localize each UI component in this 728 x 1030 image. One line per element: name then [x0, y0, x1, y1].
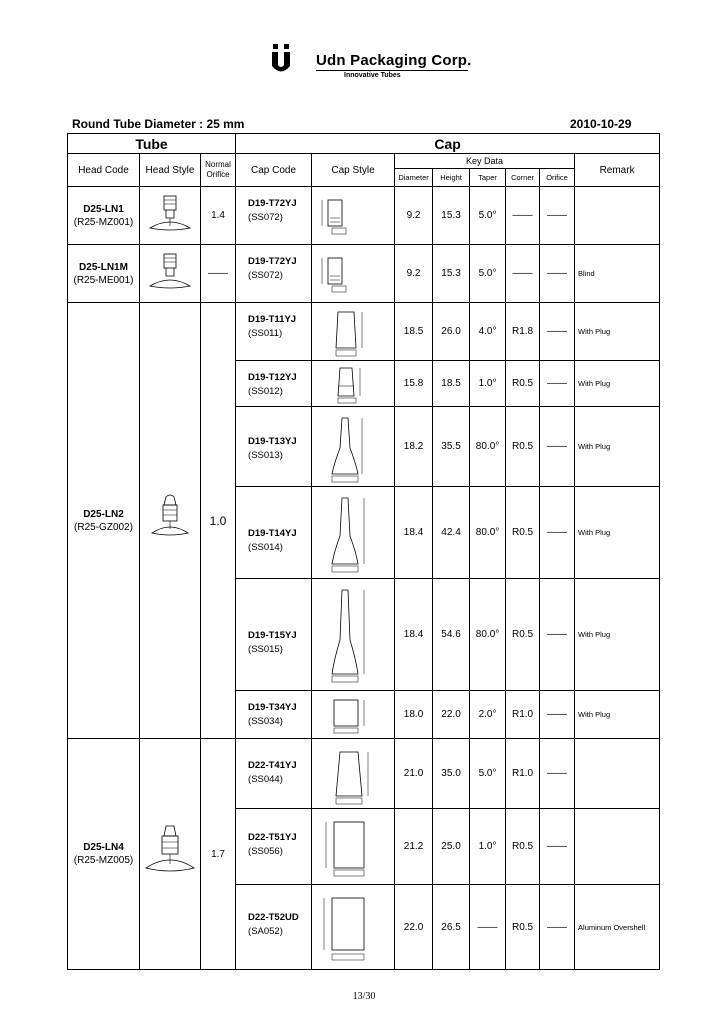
cap-code-cell [236, 739, 312, 809]
cap-code-alt: (SS013) [248, 450, 283, 461]
cap-height: 42.4 [433, 487, 470, 579]
cap-corner: R0.5 [506, 579, 540, 691]
head-code-alt: (R25-MZ005) [73, 855, 134, 866]
cap-remark: With Plug [575, 407, 660, 487]
nozzle-head-icon [140, 491, 200, 551]
head-style-drawing [140, 739, 201, 970]
cap-corner: —— [506, 245, 540, 303]
cap-code: D19-T13YJ [248, 436, 297, 447]
cap-height: 26.5 [433, 885, 470, 970]
cap-small-icon [312, 188, 394, 244]
document-title: Round Tube Diameter : 25 mm [72, 117, 245, 131]
cap-taper: 80.0° [470, 487, 506, 579]
col-head-code: Head Code [68, 154, 140, 187]
section-tube: Tube [68, 134, 236, 154]
cap-code: D22-T52UD [248, 912, 299, 923]
cap-taper: 5.0° [470, 739, 506, 809]
cap-overshell-icon [312, 886, 394, 968]
cap-code: D19-T34YJ [248, 702, 297, 713]
head-code-cell [68, 303, 140, 739]
head-code-cell [68, 187, 140, 245]
kd-corner: Corner [506, 169, 540, 187]
cap-code-cell [236, 885, 312, 970]
cap-code-alt: (SS044) [248, 774, 283, 785]
cap-diameter: 18.4 [395, 579, 433, 691]
col-orifice [201, 154, 236, 187]
cap-style-drawing [312, 487, 395, 579]
col-orifice-line1: Normal [205, 160, 231, 169]
section-cap: Cap [236, 134, 660, 154]
cap-style-drawing [312, 361, 395, 407]
cap-style-drawing [312, 809, 395, 885]
cap-tapered-icon [312, 304, 394, 360]
cap-code: D19-T12YJ [248, 372, 297, 383]
cap-code: D19-T15YJ [248, 630, 297, 641]
cap-style-drawing [312, 885, 395, 970]
cap-nozzle-icon [312, 488, 394, 578]
col-cap-code: Cap Code [236, 154, 312, 187]
cap-code-alt: (SA052) [248, 926, 283, 937]
cap-height: 25.0 [433, 809, 470, 885]
cap-style-drawing [312, 187, 395, 245]
cap-nozzle-icon [312, 580, 394, 690]
cap-code-cell [236, 691, 312, 739]
cap-tapered-icon [312, 740, 394, 808]
company-logo [270, 44, 292, 74]
cap-diameter: 9.2 [395, 245, 433, 303]
cap-code-alt: (SS011) [248, 328, 283, 339]
cap-taper: 4.0° [470, 303, 506, 361]
head-code-cell [68, 739, 140, 970]
cap-style-drawing [312, 691, 395, 739]
head-code-alt: (R25-GZ002) [74, 521, 133, 533]
cap-style-drawing [312, 303, 395, 361]
cap-taper: 80.0° [470, 579, 506, 691]
cap-remark: Blind [575, 245, 660, 303]
cap-height: 22.0 [433, 691, 470, 739]
cap-nozzle-icon [312, 408, 394, 486]
cap-code-cell [236, 579, 312, 691]
nozzle-head-icon [140, 188, 200, 244]
cap-height: 15.3 [433, 187, 470, 245]
kd-diameter: Diameter [395, 169, 433, 187]
cap-code: D19-T11YJ [248, 314, 297, 325]
cap-orifice: —— [540, 809, 575, 885]
cap-code-cell [236, 303, 312, 361]
cap-diameter: 18.4 [395, 487, 433, 579]
nozzle-head-icon [140, 822, 200, 886]
cap-orifice: —— [540, 579, 575, 691]
cap-code: D19-T72YJ [248, 256, 297, 267]
cap-diameter: 21.0 [395, 739, 433, 809]
cap-code-cell [236, 245, 312, 303]
cap-remark: Aluminum Overshell [575, 885, 660, 970]
kd-height: Height [433, 169, 470, 187]
cap-corner: R0.5 [506, 361, 540, 407]
cap-corner: R1.0 [506, 739, 540, 809]
cap-taper: 1.0° [470, 809, 506, 885]
orifice-value: 1.0 [201, 303, 236, 739]
head-code: D25-LN1M [79, 261, 128, 273]
cap-diameter: 22.0 [395, 885, 433, 970]
cap-code-alt: (SS012) [248, 386, 283, 397]
table-row [68, 245, 660, 303]
cap-remark [575, 739, 660, 809]
cap-orifice: —— [540, 691, 575, 739]
cap-remark: With Plug [575, 691, 660, 739]
cap-code-alt: (SS072) [248, 212, 283, 223]
orifice-value: 1.4 [201, 187, 236, 245]
cap-remark: With Plug [575, 361, 660, 407]
page-number: 13/30 [352, 991, 376, 1002]
cap-code: D19-T72YJ [248, 198, 297, 209]
logo-underline [316, 70, 468, 71]
cap-height: 54.6 [433, 579, 470, 691]
cap-height: 35.0 [433, 739, 470, 809]
cap-orifice: —— [540, 407, 575, 487]
head-style-drawing [140, 245, 201, 303]
cap-orifice: —— [540, 739, 575, 809]
head-code: D25-LN1 [83, 203, 124, 215]
table-row [68, 739, 660, 809]
cap-style-drawing [312, 245, 395, 303]
cap-diameter: 15.8 [395, 361, 433, 407]
cap-diameter: 18.5 [395, 303, 433, 361]
cap-taper: 5.0° [470, 245, 506, 303]
head-style-drawing [140, 187, 201, 245]
cap-diameter: 18.2 [395, 407, 433, 487]
cap-code-cell [236, 361, 312, 407]
cap-orifice: —— [540, 487, 575, 579]
cap-corner: R0.5 [506, 487, 540, 579]
cap-orifice: —— [540, 361, 575, 407]
cap-cylinder-icon [312, 810, 394, 884]
cap-remark [575, 809, 660, 885]
cap-taper: 2.0° [470, 691, 506, 739]
cap-corner: R1.8 [506, 303, 540, 361]
cap-code-cell [236, 187, 312, 245]
cap-corner: R0.5 [506, 885, 540, 970]
col-remark: Remark [575, 154, 660, 187]
col-key-data: Key Data [395, 154, 575, 169]
cap-code: D22-T51YJ [248, 832, 297, 843]
nozzle-head-icon [140, 246, 200, 302]
cap-diameter: 18.0 [395, 691, 433, 739]
head-code: D25-LN4 [83, 842, 124, 853]
cap-height: 26.0 [433, 303, 470, 361]
orifice-value: 1.7 [201, 739, 236, 970]
cap-diameter: 21.2 [395, 809, 433, 885]
cap-stepped-icon [312, 362, 394, 406]
table-row [68, 187, 660, 245]
cap-code-alt: (SS015) [248, 644, 283, 655]
company-name: Udn Packaging Corp. [316, 52, 472, 69]
cap-diameter: 9.2 [395, 187, 433, 245]
cap-code-cell [236, 809, 312, 885]
cap-orifice: —— [540, 187, 575, 245]
cap-remark: With Plug [575, 579, 660, 691]
cap-taper: 80.0° [470, 407, 506, 487]
cap-code-alt: (SS072) [248, 270, 283, 281]
cap-code: D19-T14YJ [248, 528, 297, 539]
cap-cylinder-icon [312, 692, 394, 738]
document-date: 2010-10-29 [570, 117, 632, 131]
kd-orifice: Orifice [540, 169, 575, 187]
head-code-alt: (R25-ME001) [73, 274, 134, 286]
orifice-value: —— [201, 245, 236, 303]
cap-code: D22-T41YJ [248, 760, 297, 771]
cap-orifice: —— [540, 303, 575, 361]
cap-taper: 1.0° [470, 361, 506, 407]
head-code-cell [68, 245, 140, 303]
cap-height: 35.5 [433, 407, 470, 487]
head-code-alt: (R25-MZ001) [73, 216, 134, 228]
spec-table [67, 133, 660, 970]
table-row [68, 303, 660, 361]
cap-remark: With Plug [575, 303, 660, 361]
kd-taper: Taper [470, 169, 506, 187]
cap-style-drawing [312, 579, 395, 691]
cap-code-alt: (SS014) [248, 542, 283, 553]
cap-code-cell [236, 407, 312, 487]
cap-corner: —— [506, 187, 540, 245]
company-tagline: Innovative Tubes [344, 72, 401, 79]
col-orifice-line2: Orifice [206, 170, 230, 179]
cap-code-alt: (SS056) [248, 846, 283, 857]
cap-code-alt: (SS034) [248, 716, 283, 727]
cap-code-cell [236, 487, 312, 579]
cap-corner: R1.0 [506, 691, 540, 739]
cap-orifice: —— [540, 245, 575, 303]
cap-corner: R0.5 [506, 407, 540, 487]
cap-taper: —— [470, 885, 506, 970]
cap-orifice: —— [540, 885, 575, 970]
cap-style-drawing [312, 407, 395, 487]
head-style-drawing [140, 303, 201, 739]
cap-remark: With Plug [575, 487, 660, 579]
cap-style-drawing [312, 739, 395, 809]
cap-height: 15.3 [433, 245, 470, 303]
cap-small-icon [312, 246, 394, 302]
head-code: D25-LN2 [83, 508, 124, 520]
cap-height: 18.5 [433, 361, 470, 407]
cap-taper: 5.0° [470, 187, 506, 245]
col-cap-style: Cap Style [312, 154, 395, 187]
cap-corner: R0.5 [506, 809, 540, 885]
col-head-style: Head Style [140, 154, 201, 187]
cap-remark [575, 187, 660, 245]
